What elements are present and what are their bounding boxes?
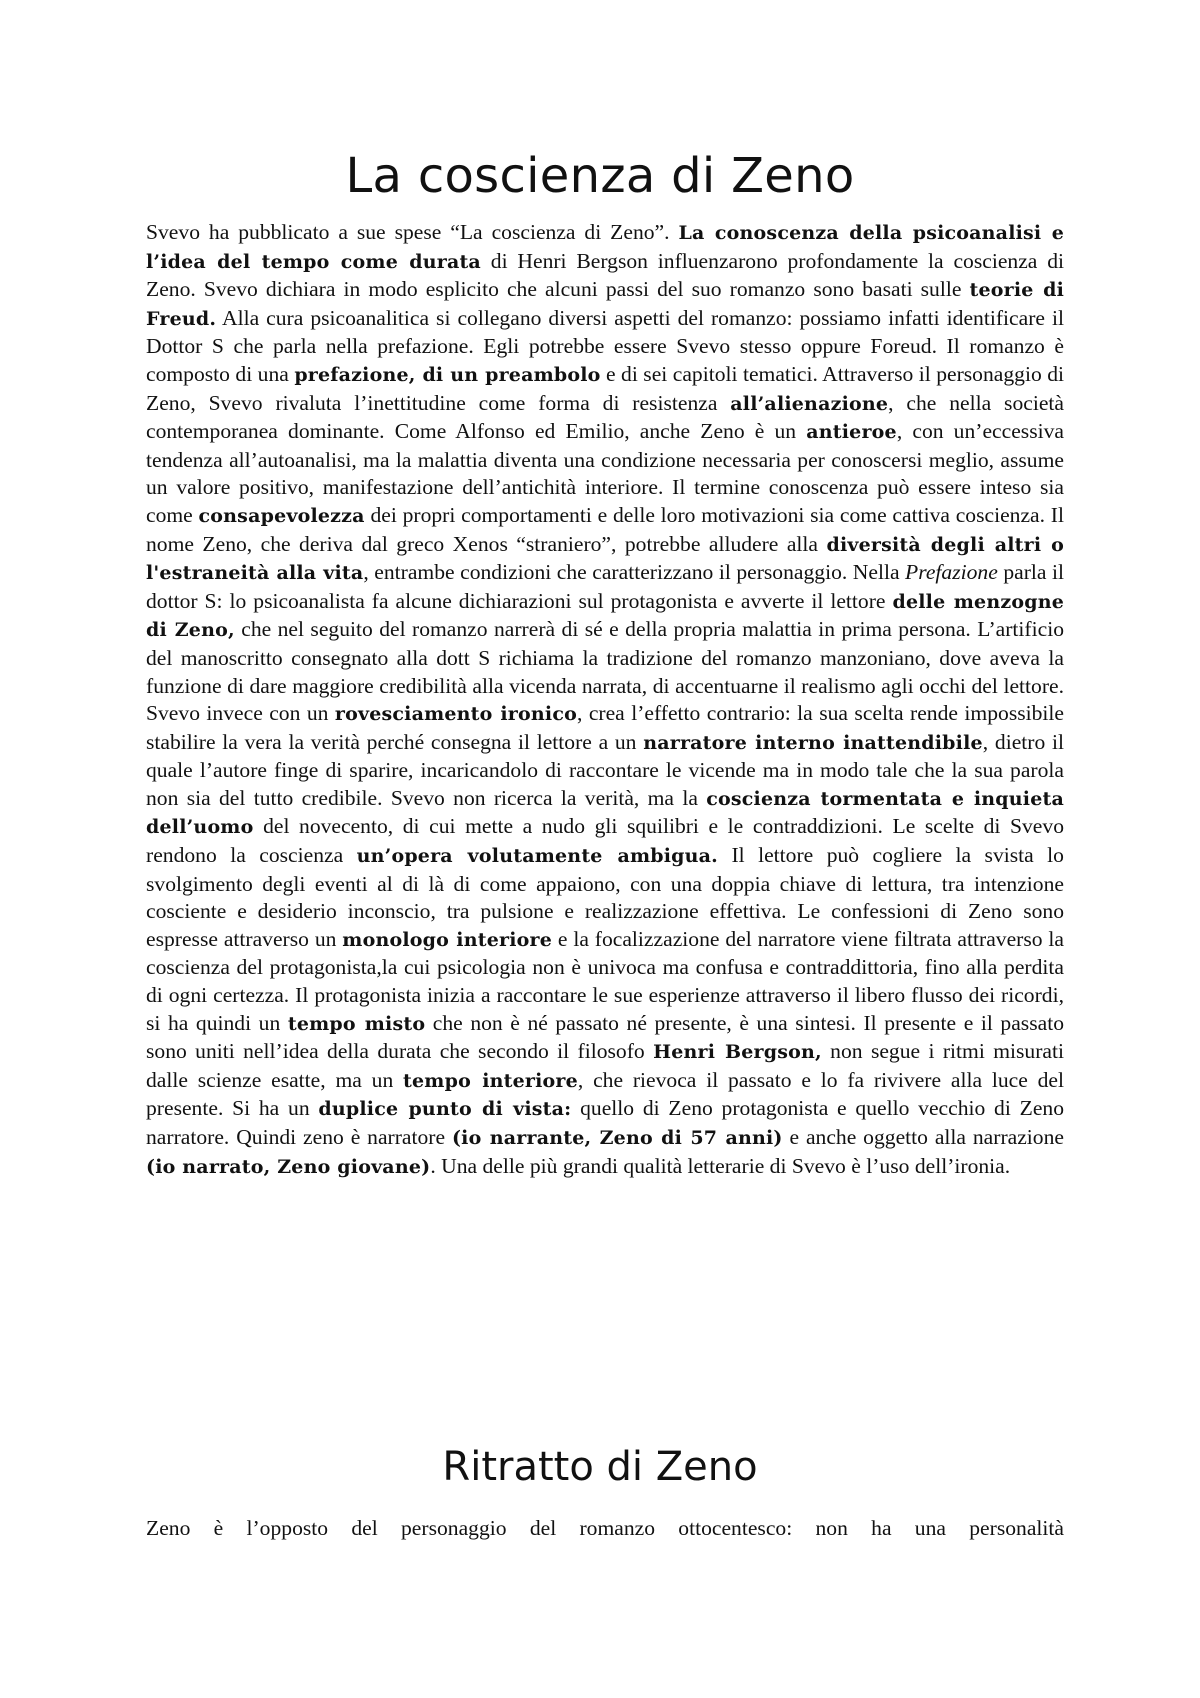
text-run: , crea l’effetto contrario: la sua scelta rende impossibile stabilire la vera la verità perché consegna il lettore a un [146,701,1064,754]
text-run: Svevo ha pubblicato a sue spese “La coscienza di Zeno”. [146,220,679,244]
bold-phrase: duplice punto di vista: [318,1098,572,1121]
bold-phrase: (io narrato, Zeno giovane) [146,1155,431,1178]
bold-phrase: antieroe [806,421,897,444]
text-run: , che nella società contemporanea dominante. Come Alfonso ed Emilio, anche Zeno è un [146,390,1064,444]
bold-phrase: un’opera volutamente ambigua. [356,845,718,868]
text-run: del novecento, di cui mette a nudo gli squilibri e le contraddizioni. Le scelte di Svevo rendono la coscienza [146,814,1064,868]
text-run: . Una delle più grandi qualità letterarie di Svevo è l’uso dell’ironia. [430,1153,1011,1178]
section-heading: Ritratto di Zeno [442,1444,758,1490]
text-run: , dietro il quale l’autore finge di sparire, incaricandolo di raccontare le vicende ma in modo tale che la sua parola non sia del tutto credibile. Svevo non ricerca la verità, ma la [146,729,1065,810]
bold-phrase: La conoscenza della psicoanalisi e l’idea del tempo come durata [146,222,1064,273]
bold-phrase: Henri Bergson, [653,1041,822,1064]
text-run: , entrambe condizioni che caratterizzano il personaggio. Nella [363,560,906,585]
text-run: parla il dottor S: lo psicoanalista fa alcune dichiarazioni sul protagonista e avverte il lettore [146,560,1064,613]
section-paragraph-start: Zeno è l’opposto del personaggio del romanzo ottocentesco: non ha una personalità [146,1516,1064,1540]
text-run: Il lettore può cogliere la svista lo svolgimento degli eventi al di là di come appaiono, con una doppia chiave di lettura, tra intenzione cosciente e desiderio inconscio, tra pulsione e realizzazione effettiva. Le confessioni di Zeno sono espresse attraverso un [146,843,1064,951]
text-run: non segue i ritmi misurati dalle scienze esatte, ma un [146,1039,1064,1092]
bold-phrase: monologo interiore [342,928,552,951]
bold-phrase: consapevolezza [198,504,365,527]
bold-phrase: all’alienazione [730,392,889,415]
text-run: di Henri Bergson influenzarono profondamente la coscienza di Zeno. Svevo dichiara in modo esplicito che alcuni passi del suo romanzo sono basati sulle [146,248,1064,302]
text-run: dei propri comportamenti e delle loro motivazioni sia come cattiva coscienza. Il nome Zeno, che deriva dal greco Xenos “straniero”, potrebbe alludere alla [146,502,1064,556]
text-run: , con un’eccessiva tendenza all’autoanalisi, ma la malattia diventa una condizione necessaria per conoscersi meglio, assume un valore positivo, manifestazione dell’antichità interiore. Il termine conoscenza può essere inteso sia come [146,419,1064,527]
text-run: che nel seguito del romanzo narrerà di sé e della propria malattia in prima persona. L’artificio del manoscritto consegnato alla dott S richiama la tradizione del romanzo manzoniano, dove aveva la funzione di dare maggiore credibilità alla vicenda narrata, di accentuarne il realismo agli occhi del lettore. Svevo invece con un [146,617,1064,726]
document-title: La coscienza di Zeno [345,148,855,204]
bold-phrase: delle menzogne di Zeno, [146,590,1064,642]
italic-phrase: Prefazione [905,560,998,585]
bold-phrase: coscienza tormentata e inquieta dell’uomo [146,787,1065,839]
bold-phrase: teorie di Freud. [146,279,1064,330]
bold-phrase: tempo interiore [403,1069,578,1092]
bold-phrase: diversità degli altri o l'estraneità alla vita [146,533,1065,585]
text-run: , che rievoca il passato e lo fa rivivere alla luce del presente. Si ha un [146,1067,1064,1121]
bold-phrase: narratore interno inattendibile [643,731,983,754]
bold-phrase: tempo misto [287,1012,426,1035]
bold-phrase: rovesciamento ironico [334,703,577,726]
text-run: che non è né passato né presente, è una sintesi. Il presente e il passato sono uniti nell’idea della durata che secondo il filosofo [146,1010,1064,1064]
bold-phrase: prefazione, di un preambolo [294,363,601,386]
text-run: e di sei capitoli tematici. Attraverso il personaggio di Zeno, Svevo rivaluta l’inettitudine come forma di resistenza [146,361,1064,415]
body-paragraph [146,219,1064,1181]
text-run: quello di Zeno protagonista e quello vecchio di Zeno narratore. Quindi zeno è narratore [146,1096,1064,1149]
text-run: e anche oggetto alla narrazione [782,1125,1064,1149]
text-run: e la focalizzazione del narratore viene filtrata attraverso la coscienza del protagonista,la cui psicologia non è univoca ma confusa e contraddittoria, fino alla perdita di ogni certezza. Il protagonista inizia a raccontare le sue esperienze attraverso il libero flusso dei ricordi, si ha quindi un [146,926,1064,1035]
bold-phrase: (io narrante, Zeno di 57 anni) [451,1127,783,1149]
text-run: Alla cura psicoanalitica si collegano diversi aspetti del romanzo: possiamo infatti identificare il Dottor S che parla nella prefazione. Egli potrebbe essere Svevo stesso oppure Foreud. Il romanzo è composto di una [146,305,1064,386]
